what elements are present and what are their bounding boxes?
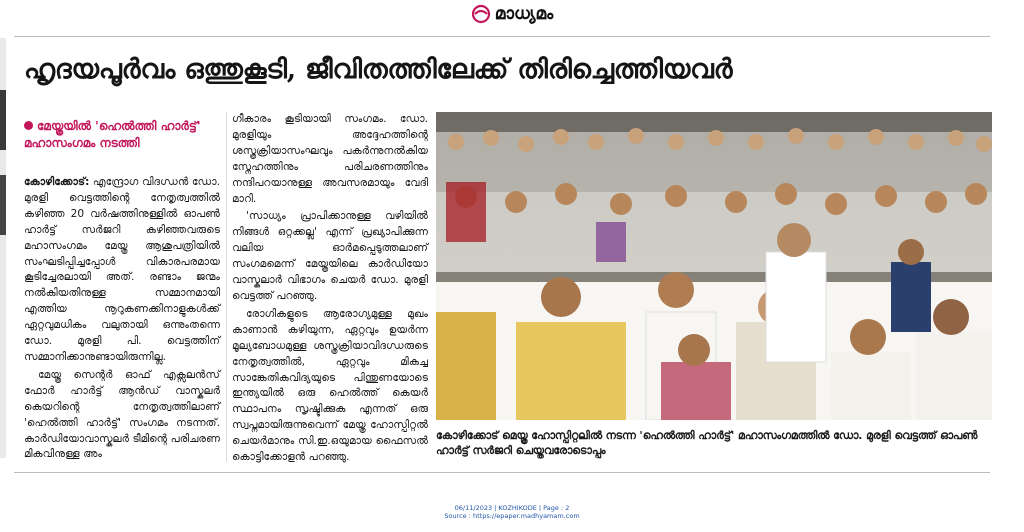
footer-edition-info: 06/11/2023 | KOZHIKODE | Page : 2: [454, 504, 570, 512]
paragraph-text: എന്ദ്രോഗ വിദഗ്ധൻ ഡോ. മുരളി വെട്ടത്തിന്റെ നേതൃത്വത്തിൽ കഴിഞ്ഞ 20 വർഷത്തിനുള്ളിൽ ഓപൺ ഹാർട്ട് സർജറി കഴിഞ്ഞവരുടെ മഹാസംഗമം മേയ്ത്ര ആശുപത്രിയിൽ സംഘടിപ്പിച്ചപ്പോൾ വികാരപരമായ കൂടിച്ചേരലായി അത്. രണ്ടാം ജന്മം നൽകിയതിനുള്ള സമ്മാനമായി എത്തിയ നൂറുകണക്കിനാളുകൾക്ക് ഏറ്റവുമധികം വലുതായി ഒന്നുംതന്നെ ഡോ. മുരളി പി. വെട്ടത്തിന് സമ്മാനിക്കാനുണ്ടായിരുന്നില്ല.: [24, 176, 220, 363]
column-divider: [226, 112, 227, 462]
photo-caption: കോഴിക്കോട് മെയ്ത്ര ഹോസ്പിറ്റലിൽ നടന്ന 'ഹെൽത്തി ഹാർട്ട്' മഹാസംഗമത്തിൽ ഡോ. മുരളി വെട്ടത്ത് ഓപൺ ഹാർട്ട് സർജറി ചെയ്തവരോടൊപ്പം: [436, 429, 978, 457]
article-column-1: [24, 175, 220, 465]
event-photo: [436, 112, 992, 420]
dateline: കോഴിക്കോട്:: [24, 176, 90, 188]
bottom-rule: [14, 472, 990, 473]
top-rule: [14, 36, 990, 37]
previous-page-photo-edge: [0, 175, 6, 235]
brand[interactable]: [471, 4, 554, 24]
article-paragraph: രോഗികളുടെ ആരോഗ്യമുള്ള മുഖം കാണാൻ കഴിയുന്ന, ഏറ്റവും ഉയർന്ന മൂല്യബോധമുള്ള ശസ്ത്രക്രിയാവിദഗ്ധരുടെ നേതൃത്വത്തിൽ, ഏറ്റവും മികച്ച സാങ്കേതികവിദ്യയുടെ പിന്തുണയോടെ ഇന്ത്യയിൽ ഒരു ഹെൽത്ത് കെയർ സ്ഥാപനം സൃഷ്ടിക്കുക എന്നത് ഒരു സ്വപ്നമായിരുന്നുവെന്ന് മേയ്ത്ര ഹോസ്പിറ്റൽ ചെയർമാനും സി.ഇ.ഒയുമായ ഫൈസൽ കൊട്ടിക്കോളൻ പറഞ്ഞു.: [232, 307, 428, 464]
crowd-photo-illustration: [436, 112, 992, 420]
article-paragraph: 'സാധ്യം പ്രാപിക്കാനുള്ള വഴിയിൽ നിങ്ങൾ ഒറ്റക്കല്ല' എന്ന് പ്രഖ്യാപിക്കുന്ന വലിയ ഓർമപ്പെടുത്തലാണ് സംഗമമെന്ന് മേയ്ത്രയിലെ കാർഡിയോ വാസ്കുലാർ വിഭാഗം ചെയർ ഡോ. മുരളി വെട്ടത്ത് പറഞ്ഞു.: [232, 210, 428, 302]
kicker-text: മേയ്ത്രയിൽ 'ഹെൽത്തി ഹാർട്ട്' മഹാസംഗമം നടത്തി: [24, 119, 201, 150]
page-footer: [0, 504, 1024, 520]
article-column-2: [232, 112, 428, 468]
masthead: [0, 0, 1024, 32]
article-paragraph: മേയ്ത്ര സെന്റർ ഓഫ് എക്സലൻസ് ഫോർ ഹാർട്ട് ആൻഡ് വാസ്കുലർ കെയറിന്റെ നേതൃത്വത്തിലാണ് 'ഹെൽത്തി ഹാർട്ട്' സംഗമം നടന്നത്. കാർഡിയോവാസ്കുലർ ടീമിന്റെ പരിചരണ മികവിനുള്ള അം: [24, 368, 220, 461]
article-paragraph: ഗീകാരം കൂടിയായി സംഗമം. ഡോ. മുരളിയും അദ്ദേഹത്തിന്റെ ശസ്ത്രക്രിയാസംഘവും പകർന്നുനൽകിയ സ്നേഹത്തിനും പരിചരണത്തിനും നന്ദിപറയാനുള്ള അവസരമായും വേദി മാറി.: [232, 113, 428, 205]
article-paragraph: [24, 175, 220, 366]
article-headline: ഹൃദയപൂർവം ഒത്തുകൂടി, ജീവിതത്തിലേക്ക് തിരിച്ചെത്തിയവർ: [24, 54, 733, 85]
bullet-icon: [24, 121, 33, 130]
previous-page-photo-edge: [0, 90, 6, 150]
article-kicker: [24, 118, 220, 152]
brand-name: മാധ്യമം: [494, 4, 554, 24]
footer-source-link[interactable]: Source : https://epaper.madhyamam.com: [444, 512, 580, 520]
madhyamam-logo-icon: [471, 4, 491, 24]
